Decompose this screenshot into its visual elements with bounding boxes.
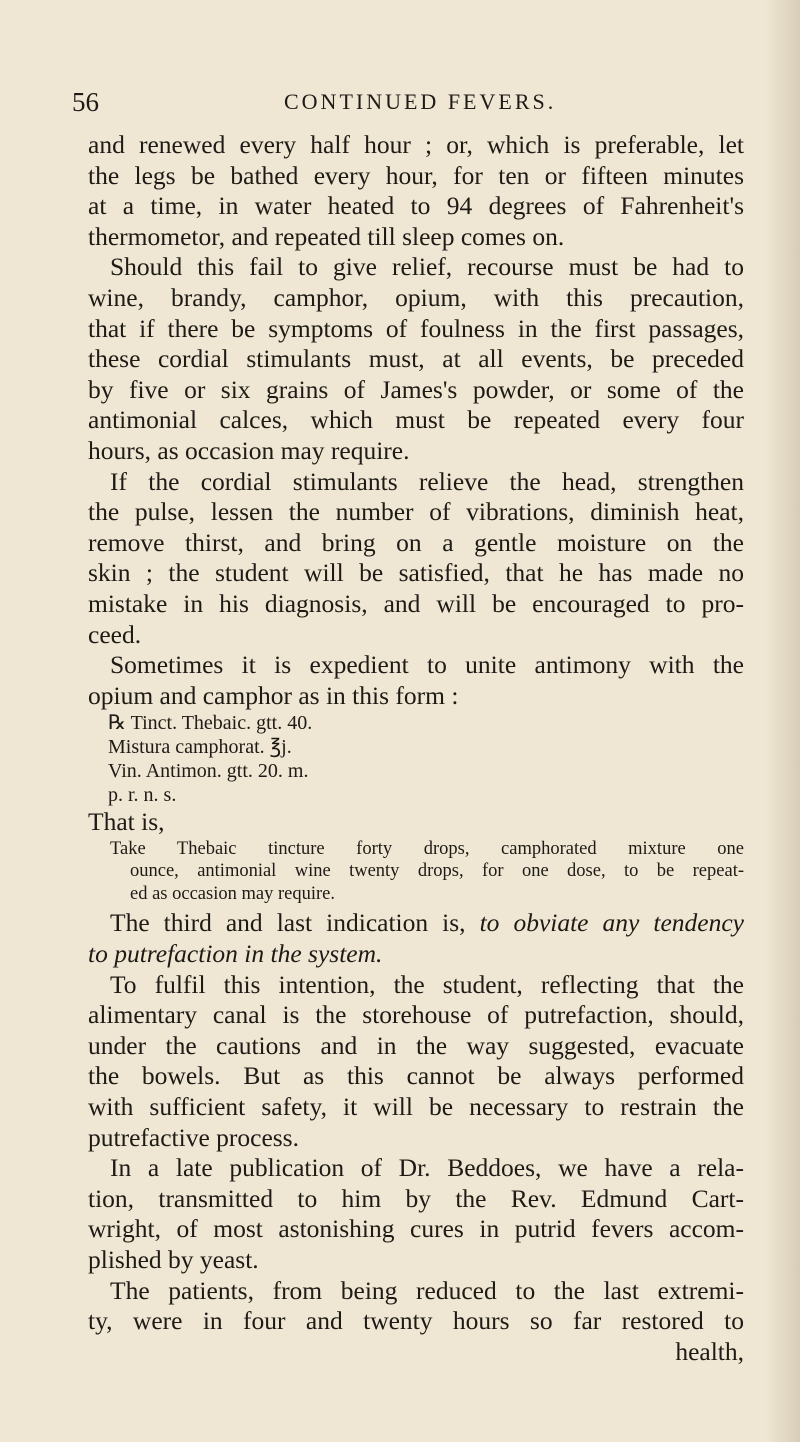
translation-line: Take Thebaic tincture forty drops, camphorated mixture one — [110, 838, 744, 859]
text-line: hours, as occasion may require. — [88, 435, 410, 465]
paragraph-7 — [88, 1153, 744, 1275]
text-line: remove thirst, and bring on a gentle moisture on the — [88, 527, 744, 557]
paragraph-5 — [88, 908, 744, 969]
text-line: Sometimes it is expedient to unite antimony with the — [110, 650, 744, 680]
text-line: wine, brandy, camphor, opium, with this precaution, — [88, 282, 744, 312]
text-line: that if there be symptoms of foulness in the first passages, — [88, 313, 744, 343]
prescription-line: Mistura camphorat. ℥j. — [108, 736, 292, 759]
that-is-line: That is, — [88, 807, 165, 837]
text-line: The patients, from being reduced to the last extremi- — [110, 1275, 744, 1305]
text-line: by five or six grains of James's powder, or some of the — [88, 374, 744, 404]
text-line: thermometor, and repeated till sleep comes on. — [88, 221, 565, 251]
paragraph-2 — [88, 252, 744, 466]
translation-line: ounce, antimonial wine twenty drops, for one dose, to be repeat- — [130, 861, 744, 882]
prescription-line: p. r. n. s. — [108, 784, 177, 807]
paragraph-8 — [88, 1276, 744, 1337]
text-line: these cordial stimulants must, at all events, be preceded — [88, 344, 744, 374]
text-line: at a time, in water heated to 94 degrees of Fahrenheit's — [88, 191, 744, 221]
text-line: the pulse, lessen the number of vibrations, diminish heat, — [88, 497, 744, 527]
text-line: antimonial calces, which must be repeated every four — [88, 405, 744, 435]
paragraph-4 — [88, 650, 744, 711]
page-edge-shadow — [766, 0, 800, 1442]
italic-text: to obviate any tendency — [479, 908, 744, 938]
text-line: If the cordial stimulants relieve the head, strengthen — [110, 466, 744, 496]
text-line: opium and camphor as in this form : — [88, 680, 459, 710]
running-head: CONTINUED FEVERS. — [284, 89, 557, 114]
text-line: under the cautions and in the way suggested, evacuate — [88, 1030, 744, 1060]
body-text — [88, 130, 744, 1367]
prescription-line: ℞ Tinct. Thebaic. gtt. 40. — [108, 712, 313, 735]
text-line: tion, transmitted to him by the Rev. Edmund Cart- — [88, 1183, 744, 1213]
prescription-line: Vin. Antimon. gtt. 20. m. — [108, 760, 309, 783]
text-line: mistake in his diagnosis, and will be encouraged to pro- — [88, 588, 744, 618]
text-line: Should this fail to give relief, recourse must be had to — [110, 252, 744, 282]
prescription-block — [88, 711, 744, 807]
text-line — [88, 908, 744, 939]
text-line: alimentary canal is the storehouse of putrefaction, should, — [88, 1000, 744, 1030]
text-line: the legs be bathed every hour, for ten or fifteen minutes — [88, 160, 744, 190]
text-line: wright, of most astonishing cures in putrid fevers accom- — [88, 1214, 744, 1244]
paragraph-3 — [88, 467, 744, 651]
translation-line: ed as occasion may require. — [130, 883, 335, 904]
text-line — [88, 939, 744, 970]
page-number: 56 — [72, 87, 99, 117]
paragraph-6 — [88, 970, 744, 1154]
text-line: plished by yeast. — [88, 1244, 259, 1274]
italic-text: to putrefaction in the system. — [88, 938, 383, 968]
text-line: ceed. — [88, 619, 142, 649]
lead-text: The third and last indication is, — [110, 908, 466, 938]
page-header — [72, 82, 752, 122]
text-line: skin ; the student will be satisfied, that he has made no — [88, 558, 744, 588]
text-line: ty, were in four and twenty hours so far restored to — [88, 1306, 744, 1336]
paragraph-1 — [88, 130, 744, 252]
text-line: In a late publication of Dr. Beddoes, we have a rela- — [110, 1153, 744, 1183]
text-line: the bowels. But as this cannot be always performed — [88, 1061, 744, 1091]
text-line: putrefactive process. — [88, 1122, 299, 1152]
text-line: and renewed every half hour ; or, which is preferable, let — [88, 130, 744, 159]
text-line: To fulfil this intention, the student, reflecting that the — [110, 969, 744, 999]
catchword: health, — [675, 1336, 744, 1366]
translation-block — [88, 838, 744, 906]
text-line: with sufficient safety, it will be necessary to restrain the — [88, 1091, 744, 1121]
